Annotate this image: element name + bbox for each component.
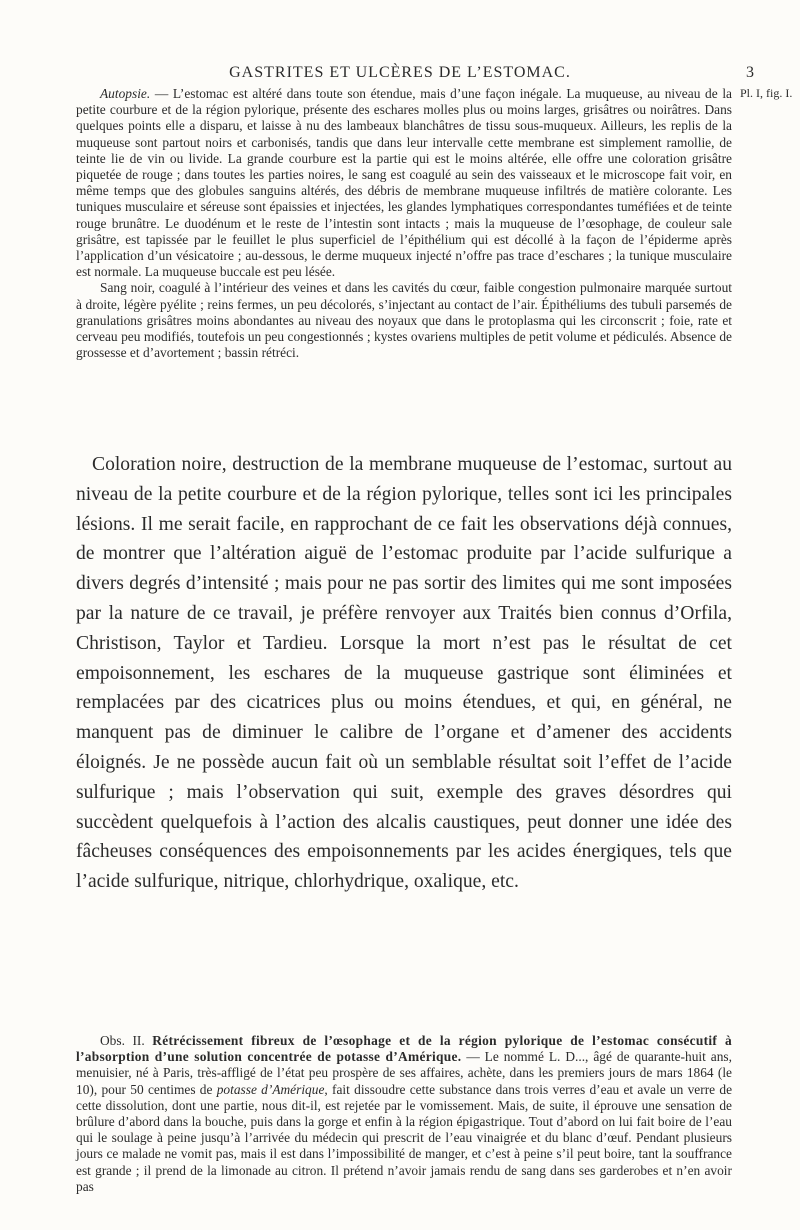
discussion-paragraph: Coloration noire, destruction de la membrane muqueuse de l’estomac, surtout au niveau de la petite courbure et de la région pylorique, telles sont ici les principales lésions. Il me serait facile, en rapprochant de ce fait les observations déjà connues, de montrer que l’altération aiguë de l’estomac produite par l’acide sulfurique a divers degrés d’intensité ; mais pour ne pas sortir des limites qui me sont imposées par la nature de ce travail, je préfère renvoyer aux Traités bien connus d’Orfila, Christison, Taylor et Tardieu. Lorsque la mort n’est pas le résultat de cet empoisonnement, les eschares de la muqueuse gastrique sont éliminées et remplacées par des cicatrices plus ou moins étendues, et qui, en général, ne manquent pas de diminuer le calibre de l’organe et d’amener des accidents éloignés. Je ne possède aucun fait où un semblable résultat soit l’effet de l’acide sulfurique ; mais l’observation qui suit, exemple des graves désordres qui succèdent quelquefois à l’action des alcalis caustiques, peut donner une idée des fâcheuses conséquences des empoisonnements par les acides énergiques, tels que l’acide sulfurique, nitrique, chlorhydrique, oxalique, etc. bbox=[76, 454, 732, 893]
observation-2-label: Obs. II. bbox=[100, 1033, 145, 1048]
observation-2-heading: Rétrécissement fibreux de l’œsophage et de la région pylorique de l’estomac consécutif à l’absorption d’une solution concentrée de potasse d’Amérique. bbox=[76, 1033, 732, 1065]
observation-2-text-a: — Le nommé L. D..., âgé de quarante-huit ans, menuisier, né à Paris, très-affligé de l’état peu prospère de ses affaires, achète, dans les premiers jours de mars 1864 (le 10), pour 50 centimes de bbox=[76, 1049, 732, 1097]
autopsy-section bbox=[76, 86, 732, 361]
page-number: 3 bbox=[746, 64, 754, 81]
autopsy-label: Autopsie. bbox=[100, 86, 151, 101]
autopsy-text-1: — L’estomac est altéré dans toute son étendue, mais d’une façon inégale. La muqueuse, au niveau de la petite courbure et de la région pylorique, présente des eschares molles plus ou moins larges, grisâtres ou noirâtres. Dans quelques points elle a disparu, et laisse à nu des lambeaux blanchâtres de tissu sous-muqueux. Ailleurs, les replis de la muqueuse sont partout noirs et carbonisés, tandis que dans leur intervalle cette membrane est simplement ramollie, de teinte lie de vin ou livide. La grande courbure est la partie qui est le moins altérée, elle offre une coloration grisâtre piquetée de rouge ; dans toutes les parties noires, le sang est coagulé au sein des vaisseaux et le microscope fait voir, en même temps que des globules sanguins altérés, des débris de membrane muqueuse infiltrés de matière colorante. Les tuniques musculaire et séreuse sont épaissies et injectées, les glandes lymphatiques correspondantes tuméfiées et de teinte rouge brunâtre. Le duodénum et le reste de l’intestin sont intacts ; mais la muqueuse de l’œsophage, de couleur sale grisâtre, est tapissée par le feuillet le plus superficiel de l’épithélium qui est décollé à la façon de l’épiderme après l’application d’un vésicatoire ; au-dessous, le derme muqueux injecté n’offre pas trace d’eschares ; la tunique musculaire est normale. La muqueuse buccale est peu lésée. bbox=[76, 86, 732, 280]
autopsy-paragraph-2: Sang noir, coagulé à l’intérieur des veines et dans les cavités du cœur, faible congestion pulmonaire marquée surtout à droite, légère pyélite ; reins fermes, un peu décolorés, s’injectant au contact de l’air. Épithéliums des tubuli parsemés de granulations grisâtres moins abondantes au niveau des noyaux que dans le protoplasma qui les circonscrit ; foie, rate et cerveau peu modifiés, toutefois un peu congestionnés ; kystes ovariens multiples de petit volume et pédiculés. Absence de grossesse et d’avortement ; bassin rétréci. bbox=[76, 280, 732, 361]
observation-2 bbox=[76, 1033, 732, 1195]
observation-2-text-b: , fait dissoudre cette substance dans trois verres d’eau et avale un verre de cette dissolution, dont une partie, nous dit-il, est rejetée par le vomissement. Mais, de suite, il éprouve une sensation de brûlure d’abord dans la bouche, puis dans la gorge et enfin à la région épigastrique. Tout d’abord on lui fait boire de l’eau qui le soulage à peine jusqu’à l’arrivée du médecin qui prescrit de l’eau vinaigrée et du blanc d’œuf. Pendant plusieurs jours ce malade ne vomit pas, mais il est dans l’impossibilité de manger, et c’est à peine s’il peut boire, tant la souffrance est grande ; il prend de la limonade au citron. Il prétend n’avoir jamais rendu de sang dans ses garderobes et n’en avoir pas bbox=[76, 1081, 733, 1194]
running-title: GASTRITES ET ULCÈRES DE L’ESTOMAC. bbox=[229, 64, 571, 81]
autopsy-paragraph-1 bbox=[76, 86, 732, 280]
observation-2-italic: potasse d’Amérique bbox=[216, 1081, 325, 1097]
running-header bbox=[0, 64, 800, 88]
plate-reference: Pl. I, fig. I. bbox=[740, 86, 793, 100]
observation-2-paragraph bbox=[76, 1033, 732, 1195]
